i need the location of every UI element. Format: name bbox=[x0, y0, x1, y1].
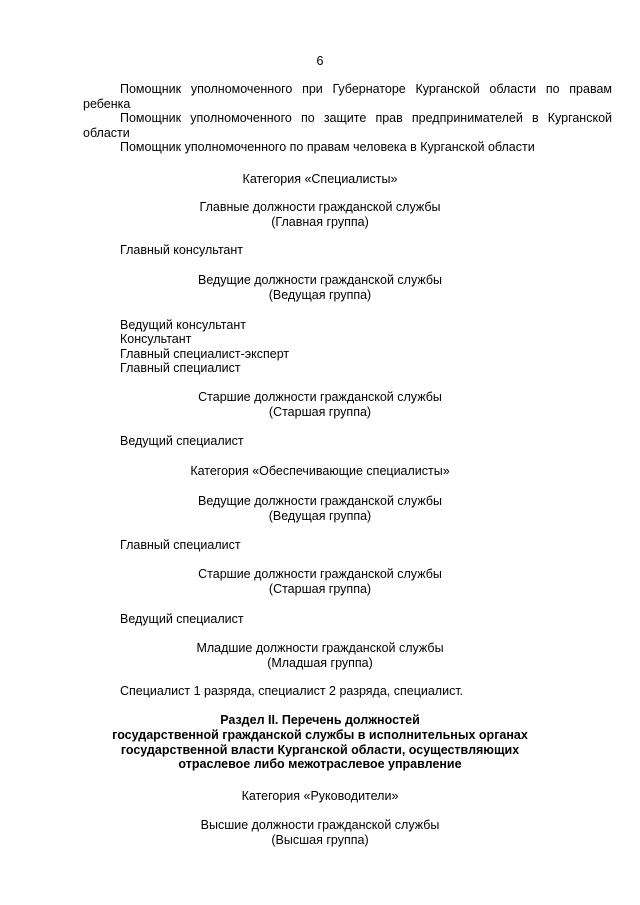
section-heading-line-3: государственной власти Курганской области, осуществляющих bbox=[120, 743, 520, 757]
position-lead-specialist: Ведущий специалист bbox=[120, 434, 244, 448]
position-main-specialist: Главный специалист bbox=[120, 361, 241, 375]
position-consultant: Консультант bbox=[120, 332, 192, 346]
group-main-title: Главные должности гражданской службы bbox=[199, 200, 441, 214]
intro-paragraph-2: Помощник уполномоченного по защите прав предпринимателей в Курганской области bbox=[83, 111, 612, 140]
category-specialists: Категория «Специалисты» bbox=[242, 172, 398, 186]
group-support-senior-title: Старшие должности гражданской службы bbox=[198, 567, 442, 581]
position-main-consultant: Главный консультант bbox=[120, 243, 243, 257]
intro-paragraph-1: Помощник уполномоченного при Губернаторе Курганской области по правам ребенка bbox=[83, 82, 612, 111]
group-junior-title: Младшие должности гражданской службы bbox=[196, 641, 444, 655]
page-number: 6 bbox=[316, 54, 324, 68]
group-support-senior-subtitle: (Старшая группа) bbox=[268, 582, 372, 596]
category-support-specialists: Категория «Обеспечивающие специалисты» bbox=[190, 464, 450, 478]
position-lead-consultant: Ведущий консультант bbox=[120, 318, 246, 332]
group-support-lead-subtitle: (Ведущая группа) bbox=[268, 509, 372, 523]
category-leaders: Категория «Руководители» bbox=[241, 789, 399, 803]
intro-paragraph-3: Помощник уполномоченного по правам человека в Курганской области bbox=[120, 140, 535, 154]
group-senior-subtitle: (Старшая группа) bbox=[268, 405, 372, 419]
position-support-lead-specialist: Ведущий специалист bbox=[120, 612, 244, 626]
section-heading-line-1: Раздел II. Перечень должностей bbox=[220, 713, 420, 727]
position-junior-list: Специалист 1 разряда, специалист 2 разряда, специалист. bbox=[120, 684, 464, 698]
group-main-subtitle: (Главная группа) bbox=[271, 215, 369, 229]
group-highest-title: Высшие должности гражданской службы bbox=[200, 818, 440, 832]
position-main-specialist-expert: Главный специалист-эксперт bbox=[120, 347, 290, 361]
section-heading-line-4: отраслевое либо межотраслевое управление bbox=[178, 757, 462, 771]
group-support-lead-title: Ведущие должности гражданской службы bbox=[198, 494, 442, 508]
group-lead-title: Ведущие должности гражданской службы bbox=[198, 273, 442, 287]
section-heading-line-2: государственной гражданской службы в исполнительных органах bbox=[112, 728, 528, 742]
group-junior-subtitle: (Младшая группа) bbox=[267, 656, 373, 670]
position-support-main-specialist: Главный специалист bbox=[120, 538, 241, 552]
group-senior-title: Старшие должности гражданской службы bbox=[198, 390, 442, 404]
group-lead-subtitle: (Ведущая группа) bbox=[268, 288, 372, 302]
group-highest-subtitle: (Высшая группа) bbox=[271, 833, 369, 847]
